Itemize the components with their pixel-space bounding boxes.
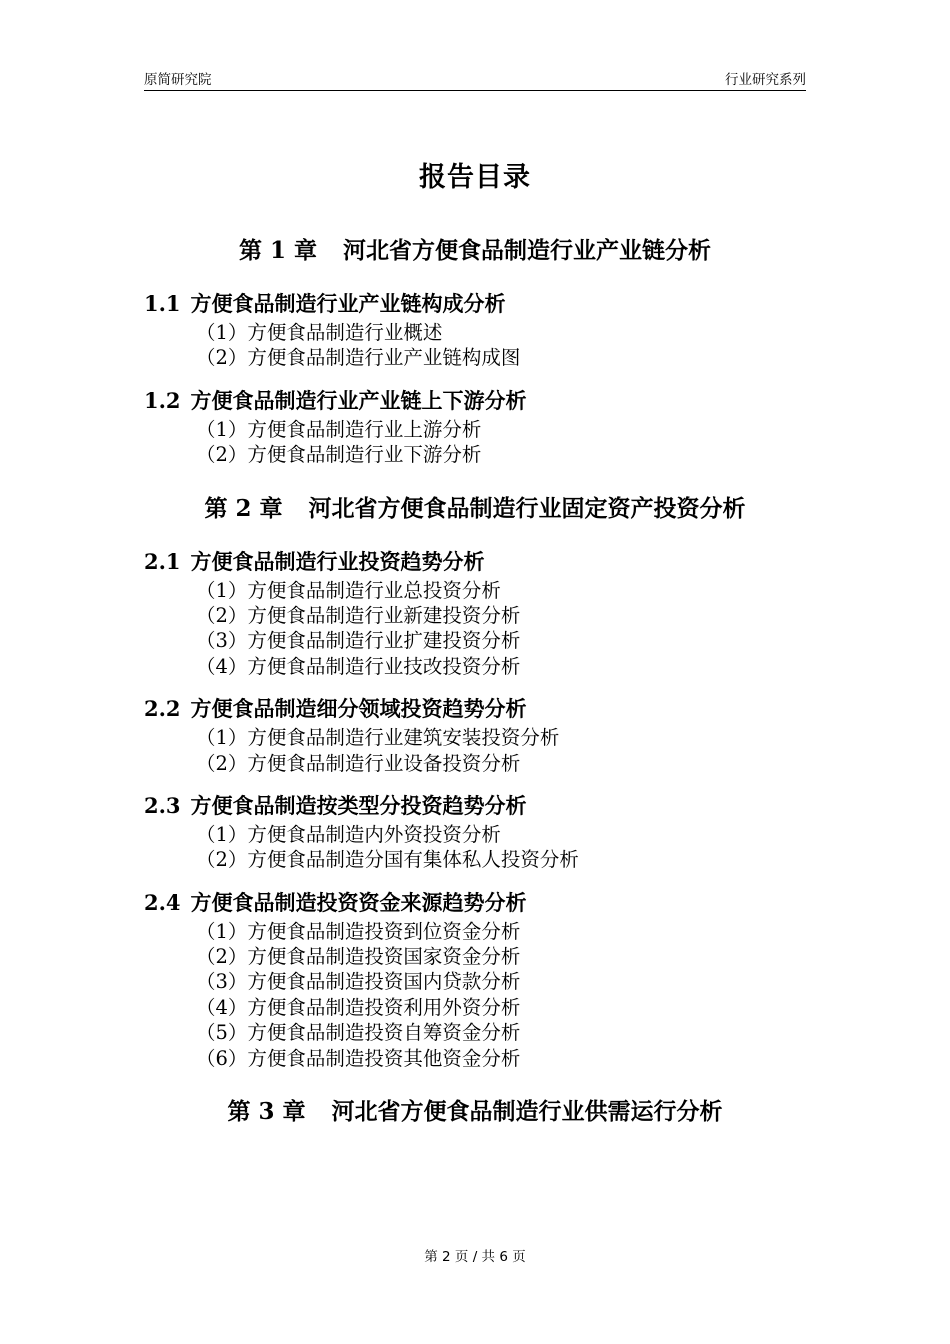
chapter-heading (144, 486, 806, 532)
section-heading (144, 693, 806, 725)
subsection-item: （2）方便食品制造行业新建投资分析 (196, 603, 521, 627)
section-heading (144, 288, 806, 320)
subsection-item: （4）方便食品制造投资利用外资分析 (196, 995, 521, 1019)
section-title: 方便食品制造按类型分投资趋势分析 (190, 792, 527, 818)
page-footer: 第 2 页 / 共 6 页 (424, 1249, 526, 1265)
subsection-list (196, 320, 806, 371)
subsection-list (196, 822, 806, 873)
chapter-title: 河北省方便食品制造行业固定资产投资分析 (308, 494, 746, 522)
subsection-item: （1）方便食品制造内外资投资分析 (196, 822, 501, 846)
chapter-title: 河北省方便食品制造行业供需运行分析 (331, 1098, 723, 1126)
chapter-heading (144, 1089, 806, 1135)
subsection-item: （1）方便食品制造投资到位资金分析 (196, 919, 521, 943)
section-heading (144, 385, 806, 417)
section-number: 2.2 (144, 696, 181, 722)
subsection-item: （3）方便食品制造投资国内贷款分析 (196, 970, 521, 994)
subsection-list (196, 725, 806, 776)
subsection-item: （2）方便食品制造行业设备投资分析 (196, 751, 521, 775)
subsection-item: （5）方便食品制造投资自筹资金分析 (196, 1021, 521, 1045)
subsection-item: （4）方便食品制造行业技改投资分析 (196, 654, 521, 678)
section-heading (144, 546, 806, 578)
section-number: 1.1 (144, 291, 181, 316)
subsection-item: （2）方便食品制造行业产业链构成图 (196, 346, 521, 370)
section-number: 2.4 (144, 889, 181, 915)
subsection-item: （2）方便食品制造行业下游分析 (196, 443, 482, 467)
subsection-item: （2）方便食品制造分国有集体私人投资分析 (196, 848, 579, 872)
chapter-number: 第 2 章 (204, 494, 283, 522)
section-heading (144, 887, 806, 919)
subsection-item: （1）方便食品制造行业总投资分析 (196, 578, 501, 602)
section-heading (144, 790, 806, 822)
page-title: 报告目录 (419, 162, 531, 193)
header-series: 行业研究系列 (725, 72, 806, 88)
subsection-item: （6）方便食品制造投资其他资金分析 (196, 1046, 521, 1070)
chapter-title: 河北省方便食品制造行业产业链分析 (343, 237, 712, 264)
chapter-heading (144, 228, 806, 274)
chapter-number: 第 3 章 (227, 1098, 306, 1126)
subsection-list (196, 578, 806, 680)
section-number: 2.1 (144, 548, 181, 574)
subsection-item: （1）方便食品制造行业上游分析 (196, 417, 482, 441)
section-number: 1.2 (144, 387, 181, 413)
section-number: 2.3 (144, 792, 181, 818)
subsection-list (196, 919, 806, 1071)
page-header (144, 66, 806, 91)
section-title: 方便食品制造行业投资趋势分析 (190, 548, 485, 574)
subsection-item: （1）方便食品制造行业建筑安装投资分析 (196, 726, 560, 750)
header-publisher: 原简研究院 (144, 72, 212, 88)
subsection-list (196, 417, 806, 468)
section-title: 方便食品制造行业产业链上下游分析 (190, 387, 527, 413)
section-title: 方便食品制造投资资金来源趋势分析 (190, 889, 527, 915)
section-title: 方便食品制造细分领域投资趋势分析 (190, 696, 527, 722)
section-title: 方便食品制造行业产业链构成分析 (190, 291, 506, 316)
chapter-number: 第 1 章 (238, 237, 318, 264)
subsection-item: （2）方便食品制造投资国家资金分析 (196, 945, 521, 969)
table-of-contents (144, 228, 806, 1135)
subsection-item: （3）方便食品制造行业扩建投资分析 (196, 629, 521, 653)
subsection-item: （1）方便食品制造行业概述 (196, 321, 443, 344)
